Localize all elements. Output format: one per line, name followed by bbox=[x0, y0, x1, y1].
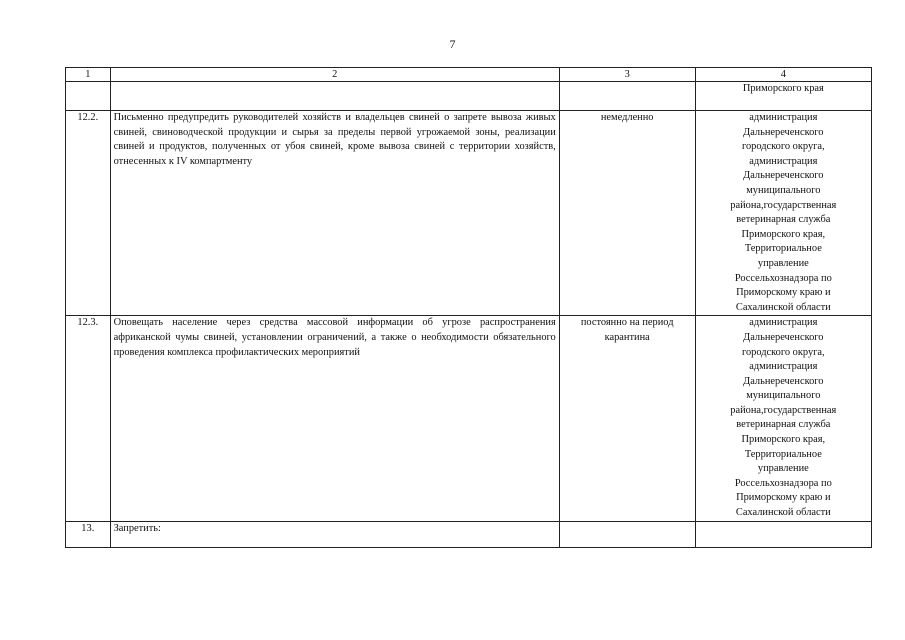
responsible-line: управление bbox=[757, 463, 809, 475]
task-cell: Письменно предупредить руководителей хозяйств и владельцев свиней о запрете вывоза живых свиней, свиноводческой продукции и сырья за пределы первой угрожаемой зоны, реализации свиней и продуктов, полученных от убоя свиней, кроме вывоза свиней с территории хозяйств, отнесенных к IV компартменту bbox=[110, 111, 559, 316]
responsible-line: администрация bbox=[749, 361, 818, 373]
column-header-4: 4 bbox=[695, 68, 871, 82]
responsible-line: Сахалинской области bbox=[735, 507, 831, 519]
responsible-line: Дальнереченского bbox=[743, 126, 824, 138]
deadline-cell: постоянно на период карантина bbox=[559, 316, 695, 522]
table-header-row bbox=[66, 68, 872, 82]
responsible-line: Дальнереченского bbox=[743, 331, 824, 343]
responsible-cell bbox=[695, 522, 871, 548]
responsible-line: Россельхознадзора по bbox=[734, 272, 832, 284]
table-row-continuation bbox=[66, 82, 872, 111]
deadline-cell bbox=[559, 82, 695, 111]
column-header-3: 3 bbox=[559, 68, 695, 82]
responsible-line: ветеринарная служба bbox=[736, 214, 831, 226]
table-row-12-2 bbox=[66, 111, 872, 316]
responsible-cell bbox=[695, 111, 871, 316]
responsible-line: Приморскому краю и bbox=[736, 287, 831, 299]
responsible-line: муниципального bbox=[746, 390, 821, 402]
column-header-1: 1 bbox=[66, 68, 111, 82]
responsible-line: управление bbox=[757, 257, 809, 269]
task-cell: Оповещать население через средства массовой информации об угрозе распространения африканской чумы свиней, установлении ограничений, а также о необходимости обязательного проведения комплекса профилактических мероприятий bbox=[110, 316, 559, 522]
row-number-cell: 12.3. bbox=[66, 316, 111, 522]
page-number: 7 bbox=[449, 37, 456, 51]
responsible-line: ветеринарная служба bbox=[736, 419, 831, 431]
responsible-line: городского округа, bbox=[741, 346, 825, 358]
responsible-line: Дальнереченского bbox=[743, 375, 824, 387]
responsible-line: Сахалинской области bbox=[735, 301, 831, 313]
responsible-line: администрация bbox=[749, 317, 818, 329]
row-number-cell: 12.2. bbox=[66, 111, 111, 316]
column-header-2: 2 bbox=[110, 68, 559, 82]
responsible-line: Россельхознадзора по bbox=[734, 477, 832, 489]
measures-table bbox=[65, 67, 872, 548]
responsible-line: Приморского края, bbox=[741, 434, 826, 446]
responsible-line: Приморского края, bbox=[741, 228, 826, 240]
row-number-cell bbox=[66, 82, 111, 111]
responsible-line: района,государственная bbox=[730, 199, 837, 211]
table-row-12-3 bbox=[66, 316, 872, 522]
responsible-cell: Приморского края bbox=[695, 82, 871, 111]
responsible-line: Приморскому краю и bbox=[736, 492, 831, 504]
responsible-line: администрация bbox=[749, 112, 818, 123]
responsible-line: муниципального bbox=[746, 184, 821, 196]
deadline-cell bbox=[559, 522, 695, 548]
row-number-cell: 13. bbox=[66, 522, 111, 548]
deadline-cell: немедленно bbox=[559, 111, 695, 316]
responsible-line: Территориальное bbox=[744, 243, 822, 255]
responsible-line: района,государственная bbox=[730, 404, 837, 416]
responsible-line: Дальнереченского bbox=[743, 170, 824, 182]
responsible-line: администрация bbox=[749, 155, 818, 167]
task-cell bbox=[110, 82, 559, 111]
table-row-13 bbox=[66, 522, 872, 548]
task-cell: Запретить: bbox=[110, 522, 559, 548]
responsible-line: городского округа, bbox=[741, 141, 825, 153]
responsible-line: Территориальное bbox=[744, 448, 822, 460]
responsible-cell bbox=[695, 316, 871, 522]
